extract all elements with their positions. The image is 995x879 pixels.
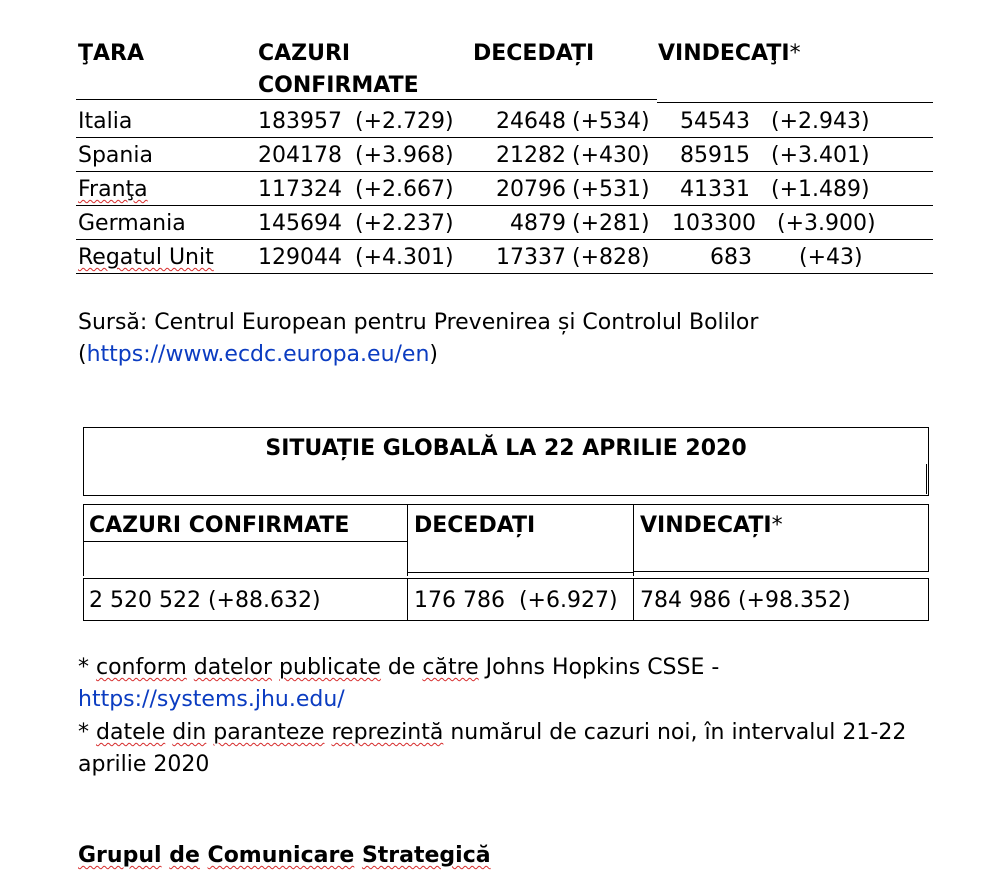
deaths-new: (+828) [572, 245, 650, 270]
confirmed-new: (+3.968) [355, 143, 454, 168]
deaths-new: (+531) [572, 177, 650, 202]
global-deaths-value: 176 786 (+6.927) [414, 588, 618, 613]
header-deaths: DECEDAȚI [473, 41, 595, 66]
source-link-line: (https://www.ecdc.europa.eu/en) [78, 342, 438, 367]
deaths-new: (+281) [572, 211, 650, 236]
global-confirmed-value: 2 520 522 (+88.632) [89, 588, 321, 613]
country-name: Germania [78, 211, 186, 236]
recovered-value: 103300 [672, 211, 756, 236]
source-line: Sursă: Centrul European pentru Prevenirea și Controlul Bolilor [78, 310, 759, 335]
global-header-confirmed: CAZURI CONFIRMATE [89, 513, 350, 538]
deaths-value: 4879 [510, 211, 566, 236]
recovered-value: 41331 [680, 177, 750, 202]
deaths-new: (+534) [572, 109, 650, 134]
deaths-value: 17337 [496, 245, 566, 270]
country-name: Franţa [78, 177, 148, 202]
header-country: ŢARA [78, 41, 144, 66]
deaths-value: 20796 [496, 177, 566, 202]
recovered-new: (+3.401) [771, 143, 870, 168]
country-name: Italia [78, 109, 133, 134]
recovered-new: (+43) [799, 245, 863, 270]
confirmed-value: 183957 [258, 109, 342, 134]
deaths-value: 24648 [496, 109, 566, 134]
confirmed-new: (+2.729) [355, 109, 454, 134]
confirmed-value: 117324 [258, 177, 342, 202]
deaths-new: (+430) [572, 143, 650, 168]
recovered-new: (+2.943) [771, 109, 870, 134]
global-recovered-value: 784 986 (+98.352) [640, 588, 851, 613]
recovered-value: 683 [710, 245, 752, 270]
deaths-value: 21282 [496, 143, 566, 168]
header-confirmed: CAZURI CONFIRMATE [258, 41, 419, 98]
header-recovered: VINDECAŢI* [658, 41, 801, 66]
confirmed-new: (+4.301) [355, 245, 454, 270]
note-parentheses-line2: aprilie 2020 [78, 752, 210, 777]
country-name: Spania [78, 143, 153, 168]
jhu-link[interactable]: https://systems.jhu.edu/ [78, 687, 345, 712]
global-title: SITUAȚIE GLOBALĂ LA 22 APRILIE 2020 [265, 436, 747, 461]
recovered-value: 85915 [680, 143, 750, 168]
confirmed-value: 145694 [258, 211, 342, 236]
global-header-deaths: DECEDAȚI [414, 513, 536, 538]
confirmed-new: (+2.667) [355, 177, 454, 202]
country-name: Regatul Unit [78, 245, 214, 270]
confirmed-new: (+2.237) [355, 211, 454, 236]
note-parentheses: * datele din paranteze reprezintă numărul de cazuri noi, în intervalul 21-22 [78, 720, 907, 745]
note-jhu: * conform datelor publicate de către Johns Hopkins CSSE - [78, 655, 720, 680]
recovered-new: (+1.489) [771, 177, 870, 202]
footer-signature: Grupul de Comunicare Strategică [78, 843, 491, 868]
confirmed-value: 204178 [258, 143, 342, 168]
recovered-new: (+3.900) [777, 211, 876, 236]
recovered-value: 54543 [680, 109, 750, 134]
ecdc-link[interactable]: https://www.ecdc.europa.eu/en [86, 342, 430, 367]
confirmed-value: 129044 [258, 245, 342, 270]
global-header-recovered: VINDECAȚI* [640, 513, 783, 538]
